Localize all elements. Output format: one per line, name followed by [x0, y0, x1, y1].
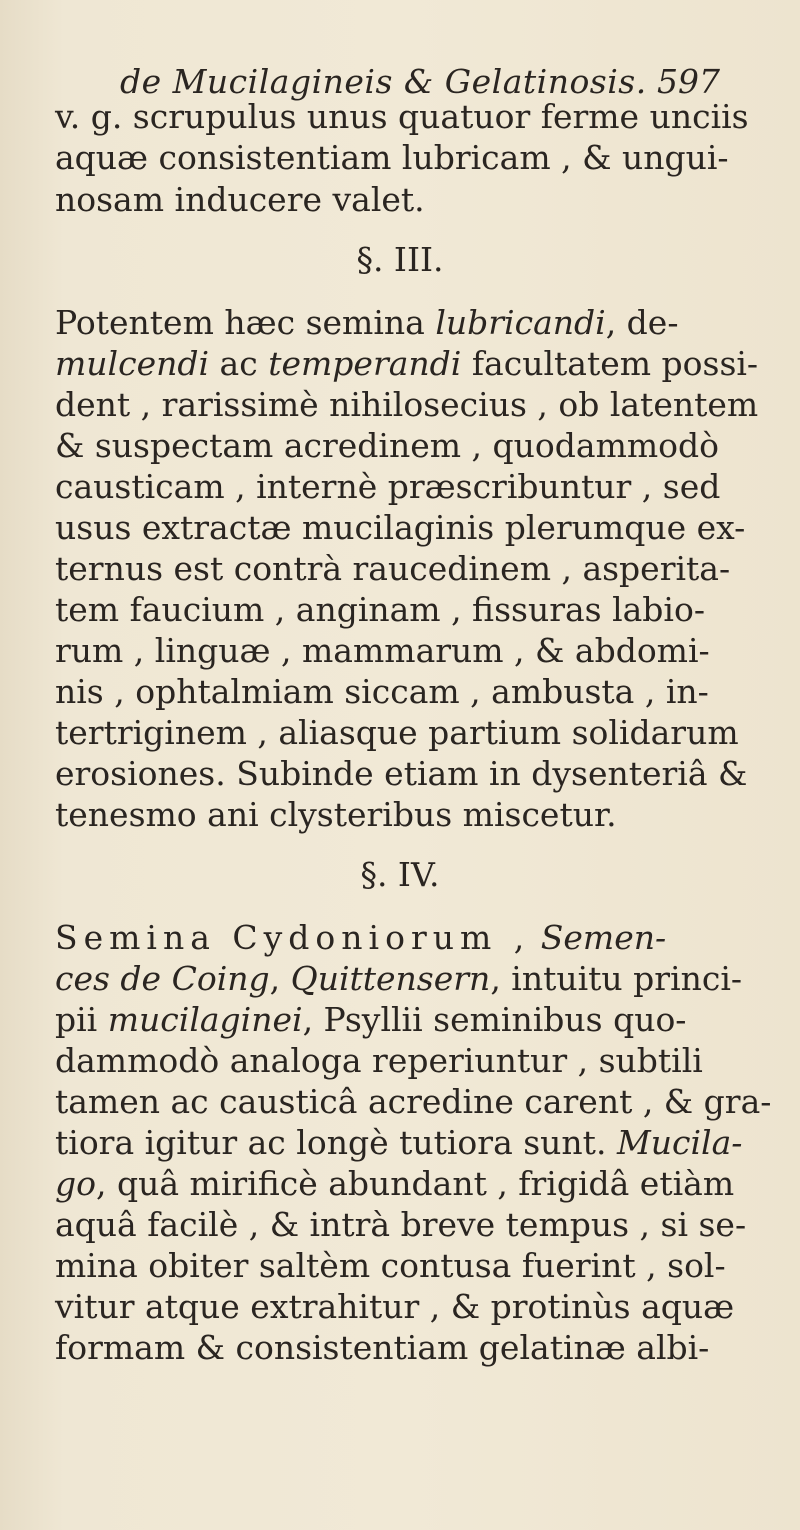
text-line: dent , rarissimè nihilosecius , ob latentem [55, 385, 759, 424]
text-line: aquâ facilè , & intrà breve tempus , si se- [55, 1205, 747, 1244]
text-line: nis , ophtalmiam siccam , ambusta , in- [55, 672, 709, 711]
text-line: tem faucium , anginam , fissuras labio- [55, 590, 705, 629]
section-heading: §. III. [356, 240, 444, 279]
text-line: pii mucilaginei, Psyllii seminibus quo- [55, 1000, 687, 1039]
text-line: Semina Cydoniorum , Semen- [55, 918, 667, 957]
section-heading: §. IV. [360, 855, 440, 894]
text-line: erosiones. Subinde etiam in dysenteriâ & [55, 754, 748, 793]
text-line: dammodò analoga reperiuntur , subtili [55, 1041, 703, 1080]
text-line: tiora igitur ac longè tutiora sunt. Mucila- [55, 1123, 743, 1162]
text-line: rum , linguæ , mammarum , & abdomi- [55, 631, 710, 670]
text-line: ces de Coing, Quittensern, intuitu princi- [55, 959, 743, 998]
text-line: mina obiter saltèm contusa fuerint , sol- [55, 1246, 726, 1285]
text-line: vitur atque extrahitur , & protinùs aquæ [55, 1287, 735, 1326]
text-line: causticam , internè præscribuntur , sed [55, 467, 721, 506]
running-title: de Mucilagineis & Gelatinosis. [120, 62, 647, 101]
text-line: & suspectam acredinem , quodammodò [55, 426, 720, 465]
text-line: tertriginem , aliasque partium solidarum [55, 713, 739, 752]
text-line: aquæ consistentiam lubricam , & ungui- [55, 138, 729, 177]
text-line: formam & consistentiam gelatinæ albi- [55, 1328, 710, 1367]
text-line: mulcendi ac temperandi facultatem possi- [55, 344, 759, 383]
page-number: 597 [657, 62, 720, 101]
text-line: tenesmo ani clysteribus miscetur. [55, 795, 617, 834]
text-line: nosam inducere valet. [55, 180, 425, 219]
text-line: Potentem hæc semina lubricandi, de- [55, 303, 679, 342]
text-line: tamen ac causticâ acredine carent , & gra- [55, 1082, 772, 1121]
text-line: usus extractæ mucilaginis plerumque ex- [55, 508, 746, 547]
text-line: go, quâ mirificè abundant , frigidâ etiàm [55, 1164, 735, 1203]
text-line: v. g. scrupulus unus quatuor ferme unciis [55, 97, 749, 136]
text-line: ternus est contrà raucedinem , asperita- [55, 549, 731, 588]
